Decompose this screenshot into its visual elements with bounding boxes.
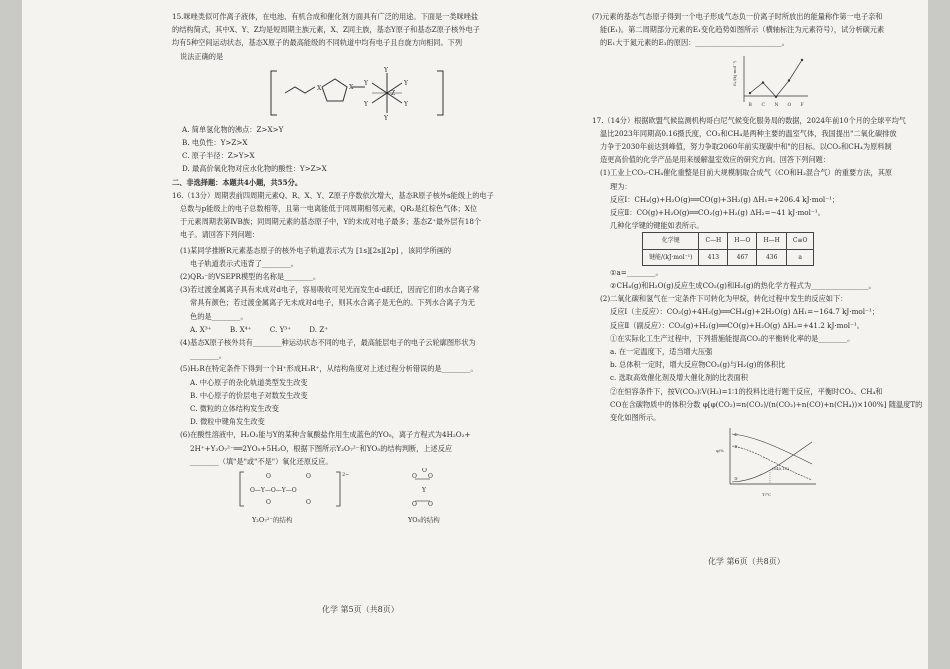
e1-tick-label: N: [774, 102, 779, 108]
text-line: 电子。请回答下列问题：: [180, 230, 260, 240]
svg-text:Y: Y: [404, 79, 408, 87]
text-line: 于元素周期表第ⅣB族；同周期元素的基态原子中，Y的未成对电子最多；基态Z⁺最外层有18个: [180, 217, 482, 227]
text-line: A. X³⁺ B. X⁴⁺ C. Y³⁺ D. Z⁺: [190, 324, 329, 334]
table-row: [643, 249, 814, 265]
text-line: (2)二氧化碳和氢气在一定条件下可转化为甲烷，转化过程中发生的反应如下：: [600, 294, 848, 304]
left-page: [172, 10, 547, 528]
q16-subquestions: [172, 244, 547, 468]
text-line: (1)工业上CO₂-CH₄催化重整是目前大规模制取合成气（CO和H₂混合气）的重要方法，其原: [600, 168, 893, 178]
curve-label: ②: [734, 444, 738, 450]
option-c[interactable]: C. 原子半径：Z>Y>X: [182, 151, 255, 161]
option-d[interactable]: D. 最高价氧化物对应水化物的酸性：Y>Z>X: [182, 164, 327, 174]
curve-2: [732, 446, 812, 480]
text-line: b. 总体积一定时，增大反应物CO₂(g)与H₂(g)的体积比: [610, 360, 786, 370]
figure-caption: YO₅的结构: [408, 516, 440, 525]
phi-xlabel: T/°C: [762, 492, 772, 497]
text-line: (5)H₂R在特定条件下得到一个H⁺形成H₃R⁺，从结构角度对上述过程分析错误的是________。: [180, 364, 478, 374]
text-line: c. 选取高效催化剂及增大催化剂的比表面积: [610, 373, 748, 383]
option-b[interactable]: B. 电负性：Y>Z>X: [182, 138, 248, 148]
text-line: B. 中心原子的价层电子对数发生改变: [190, 390, 308, 400]
text-line: 几种化学键的键能如表所示。: [610, 221, 704, 231]
table-cell: 467: [728, 249, 757, 265]
text-line: ②在恒容条件下，按V(CO₂)∶V(H₂)=1∶1的投料比进行题干反应，平衡时CO₂、CH₄和: [610, 386, 883, 396]
text-line: 变化如图所示。: [610, 413, 661, 423]
bond-energy-table: [642, 232, 814, 265]
text-line: 能(E₁)。第二周期部分元素的E₁变化趋势如图所示（横轴标注为元素符号），试分析碳元素: [600, 25, 885, 35]
q17-continued: [592, 266, 950, 424]
phi-ylabel: φ/%: [716, 448, 724, 454]
phi-point-label: (540,15): [772, 466, 790, 472]
table-header-cell: H—H: [757, 233, 786, 249]
svg-text:Y: Y: [404, 100, 408, 108]
e1-chart-svg: [732, 52, 812, 112]
text-line: 造更高价值的化学产品是用来缓解温室效应的研究方向。回答下列问题：: [600, 155, 831, 165]
text-line: 的E₁大于氮元素的E₁的原因：________________________。: [600, 38, 789, 48]
text-line: (3)若过渡金属离子具有未成对d电子，容易吸收可见光而发生d-d跃迁，因而它们的水合离子常: [180, 285, 480, 295]
option-a[interactable]: A. 简单氢化物的沸点：Z>X>Y: [182, 124, 284, 134]
text-line: 16.（13分）周期表前四周期元素Q、R、X、Y、Z原子序数依次增大，基态R原子核外s能级上的电子: [172, 190, 494, 200]
oxo-structures-figure: [172, 468, 547, 528]
curve-label: ③: [734, 476, 738, 482]
table-header-row: [643, 233, 814, 249]
svg-text:O: O: [266, 499, 271, 507]
text-line: 反应Ⅰ：CH₄(g)+H₂O(g)══CO(g)+3H₂(g) ΔH₁=+206.4 kJ·mol⁻¹；: [610, 194, 840, 204]
page-footer: 化学 第5页（共8页）: [322, 605, 399, 614]
text-line: 的结构简式，其中X、Y、Z均是短周期主族元素，X、Z同主族，基态Y原子和基态Z原子核外电子: [172, 25, 480, 35]
table-cell: 键能/(kJ·mol⁻¹): [643, 249, 699, 265]
svg-text:O: O: [412, 473, 417, 481]
phi-chart: [592, 424, 950, 496]
text-line: ________。: [190, 351, 226, 361]
svg-text:Y: Y: [364, 100, 368, 108]
q16-stem: [172, 189, 547, 242]
svg-text:O: O: [412, 501, 417, 509]
text-line: a. 在一定温度下，适当增大压强: [610, 347, 713, 357]
e1-tick-label: B: [748, 102, 752, 108]
right-page: [592, 10, 950, 496]
text-line: (1)某同学推断R元素基态原子的核外电子轨道表示式为 [1s][2s][2p] ，该同学所画的: [180, 245, 452, 255]
q15-stem: [172, 10, 547, 63]
svg-text:O: O: [266, 473, 271, 481]
e1-tick-label: C: [761, 102, 765, 108]
text-line: 力争于2030年前达到峰值，努力争取2060年前实现碳中和"的目标。以CO₂和CH₄为原料制: [600, 142, 892, 152]
text-line: 常具有颜色；若过渡金属离子无未成对d电子，则其水合离子是无色的。下列水合离子为无: [190, 298, 475, 308]
exam-sheet: [22, 0, 928, 669]
svg-text:Y: Y: [422, 487, 426, 495]
table-cell: a: [786, 249, 814, 265]
text-line: ________（填"是"或"不是"）氧化还原反应。: [190, 456, 333, 466]
text-line: 总数与p能级上的电子总数相等，且第一电离能低于同周期相邻元素，QR₂是红棕色气体；X位: [180, 204, 478, 214]
svg-text:Z: Z: [391, 89, 396, 97]
figure-caption: Y₂O₇²⁻的结构: [252, 516, 293, 525]
text-line: CO在含碳物质中的体积分数 φ[φ(CO₂)=n(CO₂)/(n(CO₂)+n(CO)+n(CH₄))×100%] 随温度T的: [610, 399, 923, 409]
page-footer: 化学 第6页（共8页）: [708, 557, 785, 566]
imidazolium-structure-figure: [172, 63, 547, 123]
text-line: C. 微粒的立体结构发生改变: [190, 404, 279, 414]
text-line: A. 中心原子的杂化轨道类型发生改变: [190, 377, 308, 387]
text-line: ①在实际化工生产过程中，下列措施能提高CO₂的平衡转化率的是________。: [610, 333, 855, 343]
svg-text:X: X: [317, 84, 322, 92]
table-cell: 413: [699, 249, 728, 265]
e1-tick-label: F: [800, 102, 804, 108]
q17-stem: [592, 114, 950, 233]
table-header-cell: H—O: [728, 233, 757, 249]
e1-ylabel: E₁/(kJ·mol⁻¹): [732, 60, 737, 86]
q15-options: [172, 123, 547, 176]
svg-text:Y: Y: [364, 79, 368, 87]
text-line: ②CH₄(g)和H₂O(g)反应生成CO₂(g)和H₂(g)的热化学方程式为________________。: [610, 281, 876, 291]
svg-text:Y: Y: [384, 114, 388, 122]
text-line: 反应Ⅰ（主反应）：CO₂(g)+4H₂(g)══CH₄(g)+2H₂O(g) ΔH₁=−164.7 kJ·mol⁻¹；: [610, 307, 879, 317]
svg-text:O: O: [428, 501, 433, 509]
text-line: (2)QR₃⁻的VSEPR模型的名称是________。: [180, 272, 321, 282]
text-line: 温比2023年同期高0.16摄氏度，CO₂和CH₄是两种主要的温室气体，我国提出"二氧化碳排放: [600, 128, 897, 138]
text-line: 反应Ⅱ（副反应）：CO₂(g)+H₂(g)══CO(g)+H₂O(g) ΔH₂=+41.2 kJ·mol⁻¹。: [610, 320, 864, 330]
svg-text:O: O: [428, 473, 433, 481]
table-cell: 436: [757, 249, 786, 265]
text-line: (7)元素的基态气态原子得到一个电子形成气态负一价离子时所放出的能量称作第一电子亲和: [592, 12, 883, 21]
q7-stem: [592, 10, 950, 50]
text-line: 色的是________。: [190, 311, 248, 321]
e1-series-line: [750, 60, 802, 97]
phi-chart-svg: [712, 424, 822, 496]
svg-text:O: O: [422, 468, 427, 475]
text-line: 说法正确的是: [180, 51, 224, 61]
text-line: (6)在酸性溶液中，H₂O₂能与Y的某种含氧酸盐作用生成蓝色的YO₅，离子方程式为4H₂O₂+: [180, 430, 471, 440]
section-heading: 二、非选择题：本题共4小题，共55分。: [172, 177, 303, 187]
text-line: 均有5种空间运动状态，基态X原子的最高能级的不同轨道中均有电子且自旋方向相同。下列: [172, 38, 463, 48]
text-line: 17.（14分）根据欧盟气候监测机构哥白尼气候变化服务局的数据，2024年前10个月的全球平均气: [592, 115, 906, 125]
text-line: 电子轨道表示式违背了________。: [190, 258, 298, 268]
text-line: (4)基态X原子核外共有________种运动状态不同的电子，最高能层电子的电子云轮廓图形状为: [180, 338, 476, 348]
table-header-cell: 化学键: [643, 233, 699, 249]
structure-drawing: [232, 468, 532, 516]
text-line: ①a=________。: [610, 267, 663, 277]
curve-label: ①: [734, 432, 738, 438]
text-line: 理为：: [610, 181, 632, 191]
structure-drawing: [257, 63, 457, 123]
text-line: D. 微粒中键角发生改变: [190, 417, 265, 427]
table-header-cell: C≡O: [786, 233, 814, 249]
svg-text:O: O: [306, 499, 311, 507]
svg-text:O: O: [306, 473, 311, 481]
e1-chart: [592, 50, 950, 114]
text-line: 反应Ⅱ：CO(g)+H₂O(g)══CO₂(g)+H₂(g) ΔH₂=−41 kJ·mol⁻¹。: [610, 208, 825, 218]
svg-text:X: X: [349, 83, 354, 91]
text-line: 2H⁺+Y₂O₇²⁻══2YO₅+5H₂O，根据下图所示Y₂O₇²⁻和YO₅的结构判断，上述反应: [190, 443, 453, 453]
text-line: 15.咪唑类似可作离子液体，在电池、有机合成和催化剂方面具有广泛的用途。下面是一类咪唑盐: [172, 12, 479, 21]
table-header-cell: C—H: [699, 233, 728, 249]
e1-tick-label: O: [787, 102, 792, 108]
curve-3: [732, 442, 812, 482]
svg-text:2−: 2−: [342, 472, 350, 479]
svg-text:Y: Y: [384, 66, 388, 74]
svg-text:O—Y—O—Y—O: O—Y—O—Y—O: [250, 487, 297, 495]
